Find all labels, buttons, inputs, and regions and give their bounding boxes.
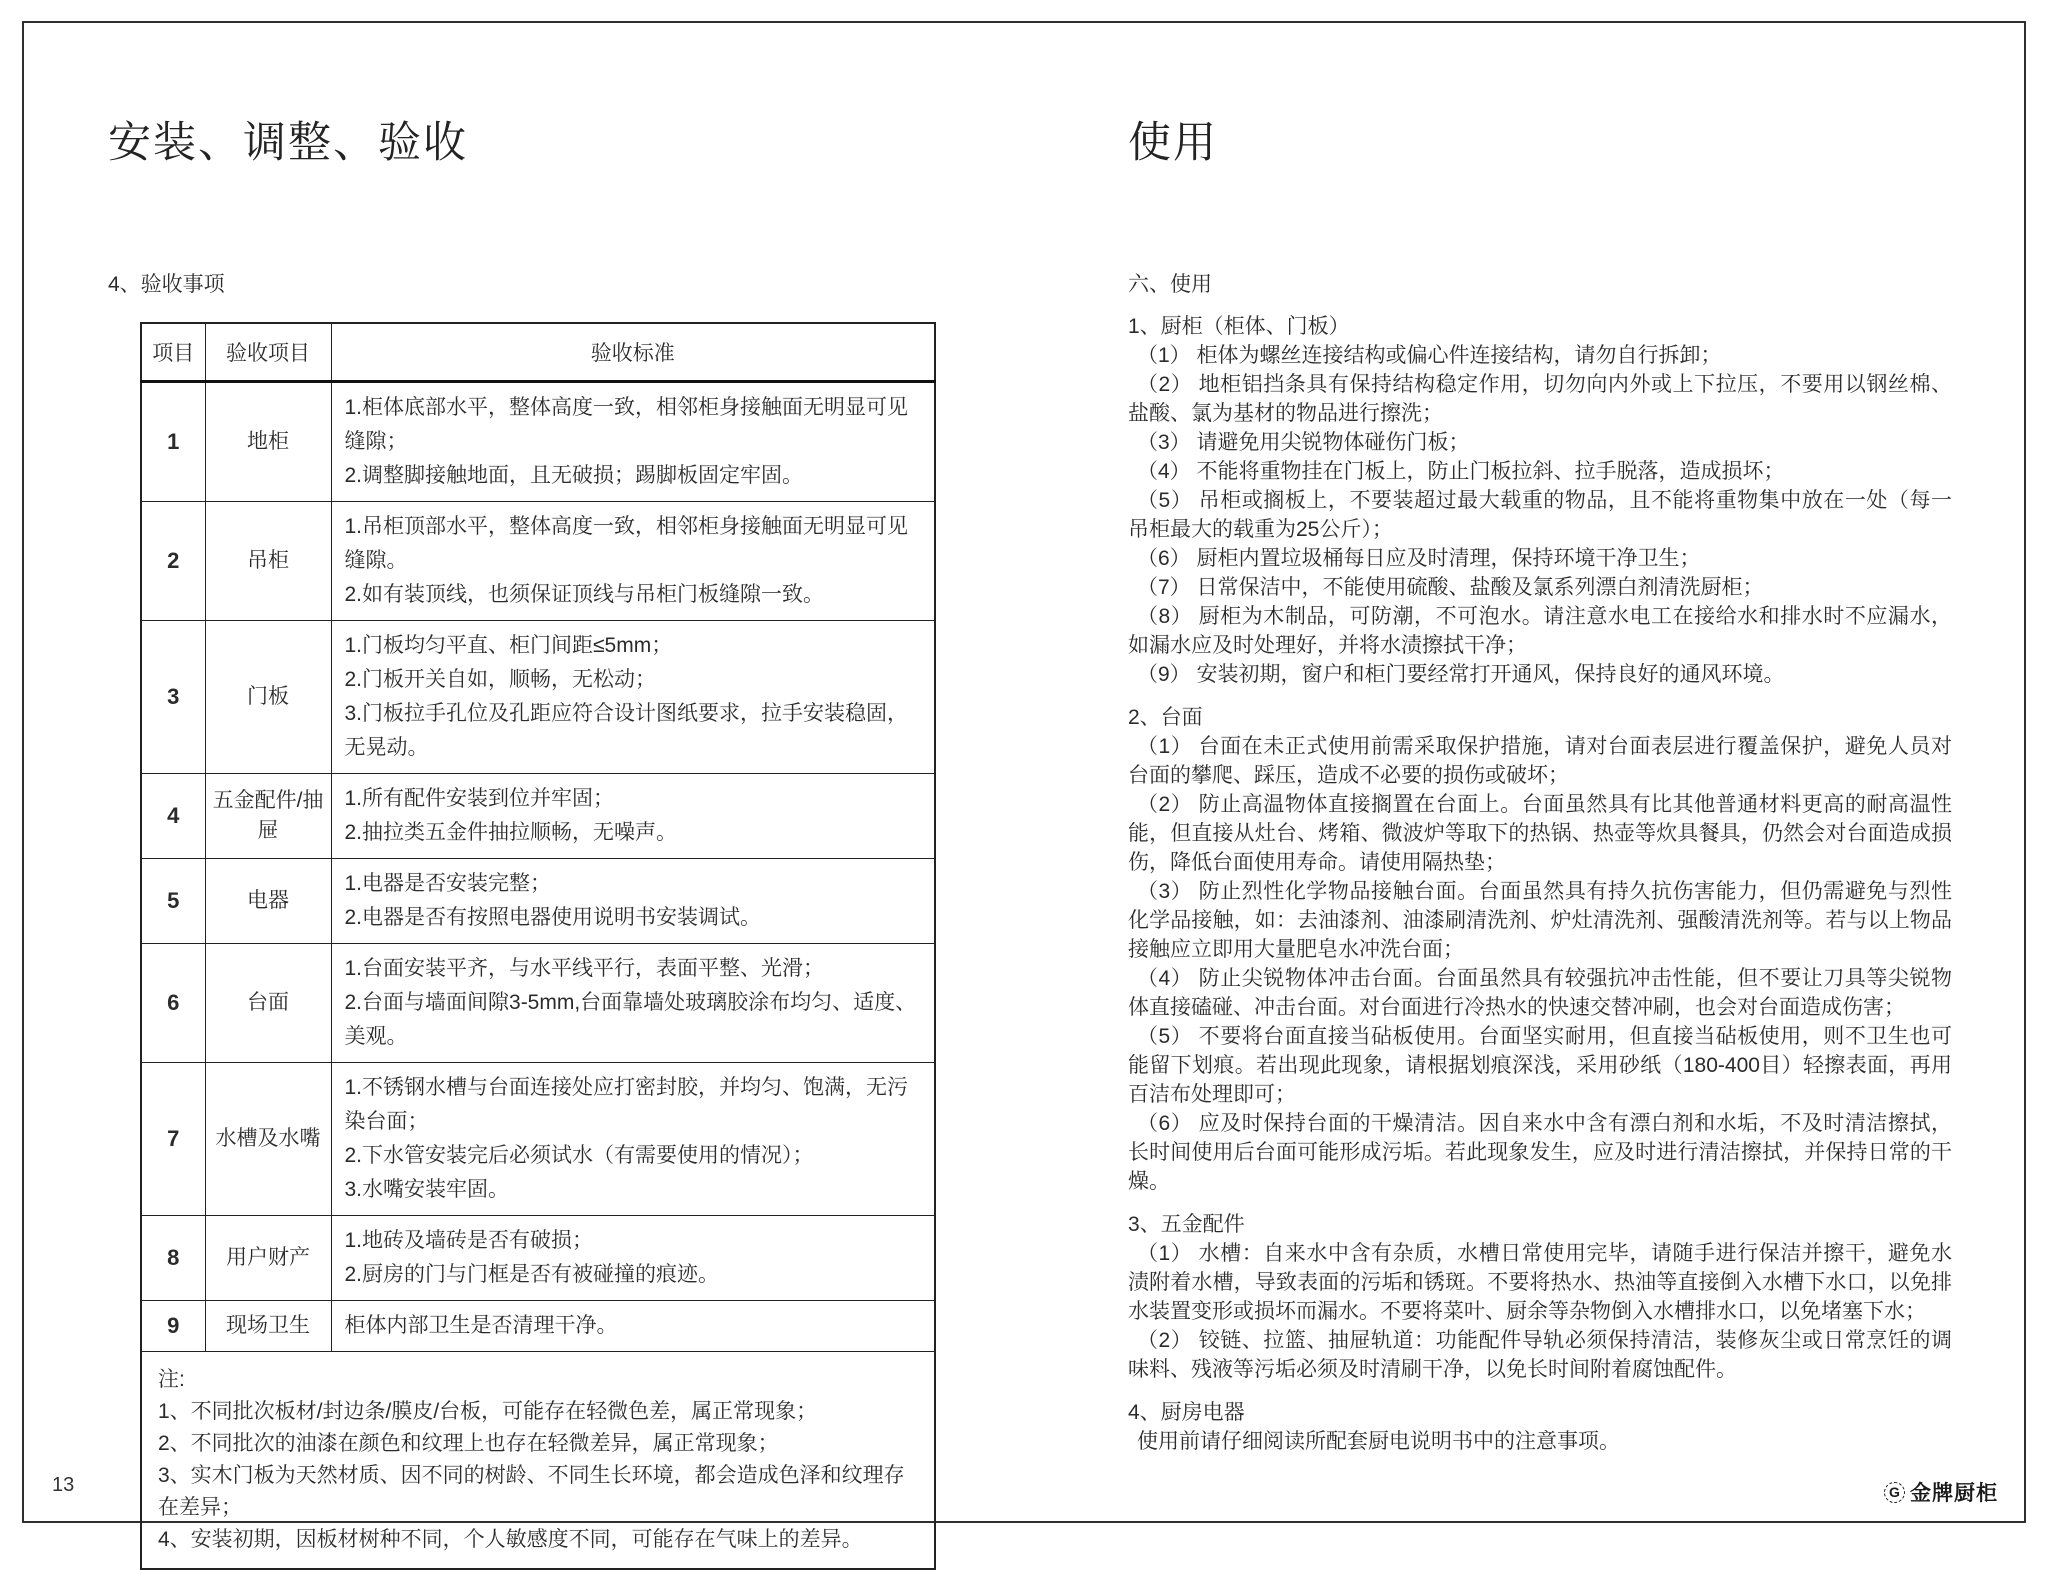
note-line: 1、不同批次板材/封边条/膜皮/台板，可能存在轻微色差，属正常现象； <box>158 1400 818 1423</box>
usage-paragraph: （4） 防止尖锐物体冲击台面。台面虽然具有较强抗冲击性能，但不要让刀具等尖锐物体直接磕碰、冲击台面。对台面进行冷热水的快速交替冲刷，也会对台面造成伤害； <box>1128 967 1952 1019</box>
usage-paragraph: （6） 应及时保持台面的干燥清洁。因自来水中含有漂白剂和水垢，不及时清洁擦拭，长时间使用后台面可能形成污垢。若此现象发生，应及时进行清洁擦拭，并保持日常的干燥。 <box>1128 1112 1952 1193</box>
row-number-cell: 8 <box>141 1216 205 1301</box>
usage-paragraph: （2） 铰链、拉篮、抽屉轨道：功能配件导轨必须保持清洁，装修灰尘或日常烹饪的调味料、残液等污垢必须及时清刷干净，以免长时间附着腐蚀配件。 <box>1128 1329 1952 1381</box>
table-row <box>141 1063 935 1216</box>
note-line: 3、实木门板为天然材质、因不同的树龄、不同生长环境，都会造成色泽和纹理存在差异； <box>158 1464 905 1519</box>
standard-line: 2.如有装顶线，也须保证顶线与吊柜门板缝隙一致。 <box>344 583 825 606</box>
row-number-cell: 2 <box>141 502 205 621</box>
standard-line: 2.门板开关自如，顺畅，无松动； <box>344 668 657 691</box>
item-name-cell: 门板 <box>205 621 331 774</box>
usage-paragraph: （7） 日常保洁中，不能使用硫酸、盐酸及氯系列漂白剂清洗厨柜； <box>1137 576 1764 599</box>
item-name-cell: 电器 <box>205 859 331 944</box>
brand-logo-icon: G <box>1884 1482 1905 1503</box>
header-item-name: 验收项目 <box>205 323 331 382</box>
usage-paragraph: （1） 水槽：自来水中含有杂质，水槽日常使用完毕，请随手进行保洁并擦干，避免水渍附着水槽，导致表面的污垢和锈斑。不要将热水、热油等直接倒入水槽下水口，以免排水装置变形或损坏而漏水。不要将菜叶、厨余等杂物倒入水槽排水口，以免堵塞下水； <box>1128 1242 1952 1323</box>
left-page-title: 安装、调整、验收 <box>108 119 468 167</box>
page-number: 13 <box>52 1474 75 1496</box>
note-line: 2、不同批次的油漆在颜色和纹理上也存在轻微差异，属正常现象； <box>158 1432 779 1455</box>
usage-paragraph: （5） 吊柜或搁板上，不要装超过最大载重的物品，且不能将重物集中放在一处（每一吊柜最大的载重为25公斤）； <box>1128 489 1952 541</box>
item-name-cell: 台面 <box>205 944 331 1063</box>
usage-paragraph: （1） 台面在未正式使用前需采取保护措施，请对台面表层进行覆盖保护，避免人员对台面的攀爬、踩压，造成不必要的损伤或破坏； <box>1128 735 1952 787</box>
standard-line: 2.抽拉类五金件抽拉顺畅，无噪声。 <box>344 821 678 844</box>
standards-cell <box>331 1216 935 1301</box>
right-page-title: 使用 <box>1128 119 1218 167</box>
row-number-cell: 3 <box>141 621 205 774</box>
table-header-row <box>141 323 935 382</box>
item-name-cell: 用户财产 <box>205 1216 331 1301</box>
note-row <box>141 1352 935 1570</box>
standards-cell <box>331 774 935 859</box>
usage-section-heading: 3、五金配件 <box>1128 1213 1245 1236</box>
table-row <box>141 621 935 774</box>
standard-line: 2.台面与墙面间隙3-5mm,台面靠墙处玻璃胶涂布均匀、适度、美观。 <box>344 991 917 1048</box>
standard-line: 1.地砖及墙砖是否有破损； <box>344 1229 594 1252</box>
standards-cell <box>331 382 935 502</box>
header-item-no: 项目 <box>141 323 205 382</box>
standard-line: 1.所有配件安装到位并牢固； <box>344 787 615 810</box>
table-row <box>141 944 935 1063</box>
standards-cell <box>331 1063 935 1216</box>
standards-cell <box>331 1301 935 1352</box>
table-row <box>141 502 935 621</box>
standard-line: 1.吊柜顶部水平，整体高度一致，相邻柜身接触面无明显可见缝隙。 <box>344 515 909 572</box>
standard-line: 柜体内部卫生是否清理干净。 <box>344 1314 618 1337</box>
usage-paragraph: （4） 不能将重物挂在门板上，防止门板拉斜、拉手脱落，造成损坏； <box>1137 460 1785 483</box>
usage-paragraph: （2） 地柜铝挡条具有保持结构稳定作用，切勿向内外或上下拉压，不要用以钢丝棉、盐酸、氯为基材的物品进行擦洗； <box>1128 373 1952 425</box>
right-section-heading: 六、使用 <box>1128 273 1212 296</box>
standards-cell <box>331 502 935 621</box>
usage-paragraph: 使用前请仔细阅读所配套厨电说明书中的注意事项。 <box>1137 1430 1620 1453</box>
standard-line: 1.电器是否安装完整； <box>344 872 552 895</box>
row-number-cell: 9 <box>141 1301 205 1352</box>
table-row <box>141 1301 935 1352</box>
standards-cell <box>331 859 935 944</box>
brand-logo <box>1884 1477 1998 1507</box>
usage-paragraph: （1） 柜体为螺丝连接结构或偏心件连接结构，请勿自行拆卸； <box>1137 344 1722 367</box>
standard-line: 2.电器是否有按照电器使用说明书安装调试。 <box>344 906 762 929</box>
standards-cell <box>331 621 935 774</box>
item-name-cell: 现场卫生 <box>205 1301 331 1352</box>
brand-logo-text: 金牌厨柜 <box>1910 1482 1998 1505</box>
usage-paragraph: （3） 防止烈性化学物品接触台面。台面虽然具有持久抗伤害能力，但仍需避免与烈性化学品接触，如：去油漆剂、油漆刷清洗剂、炉灶清洗剂、强酸清洗剂等。若与以上物品接触应立即用大量肥皂水冲洗台面； <box>1128 880 1952 961</box>
usage-section-heading: 2、台面 <box>1128 706 1203 729</box>
usage-paragraph: （3） 请避免用尖锐物体碰伤门板； <box>1137 431 1470 454</box>
row-number-cell: 7 <box>141 1063 205 1216</box>
usage-instructions <box>1128 312 1952 1456</box>
standard-line: 2.厨房的门与门框是否有被碰撞的痕迹。 <box>344 1263 720 1286</box>
standard-line: 1.门板均匀平直、柜门间距≤5mm； <box>344 634 673 657</box>
usage-section-heading: 1、厨柜（柜体、门板） <box>1128 315 1350 338</box>
item-name-cell: 水槽及水嘴 <box>205 1063 331 1216</box>
standard-line: 2.调整脚接触地面，且无破损；踢脚板固定牢固。 <box>344 464 804 487</box>
row-number-cell: 6 <box>141 944 205 1063</box>
note-cell <box>141 1352 935 1570</box>
left-section-heading: 4、验收事项 <box>108 273 225 296</box>
standard-line: 2.下水管安装完后必须试水（有需要使用的情况）； <box>344 1144 814 1167</box>
header-standard: 验收标准 <box>331 323 935 382</box>
note-line: 4、安装初期，因板材树种不同，个人敏感度不同，可能存在气味上的差异。 <box>158 1528 863 1551</box>
item-name-cell: 地柜 <box>205 382 331 502</box>
usage-section-heading: 4、厨房电器 <box>1128 1401 1245 1424</box>
usage-paragraph: （2） 防止高温物体直接搁置在台面上。台面虽然具有比其他普通材料更高的耐高温性能，但直接从灶台、烤箱、微波炉等取下的热锅、热壶等炊具餐具，仍然会对台面造成损伤，降低台面使用寿命。请使用隔热垫； <box>1128 793 1952 874</box>
standard-line: 1.不锈钢水槽与台面连接处应打密封胶，并均匀、饱满，无污染台面； <box>344 1076 909 1133</box>
acceptance-table <box>140 322 936 1570</box>
standard-line: 1.柜体底部水平，整体高度一致，相邻柜身接触面无明显可见缝隙； <box>344 396 909 453</box>
usage-paragraph: （6） 厨柜内置垃圾桶每日应及时清理，保持环境干净卫生； <box>1137 547 1701 570</box>
table-row <box>141 1216 935 1301</box>
row-number-cell: 5 <box>141 859 205 944</box>
table-row <box>141 859 935 944</box>
note-title: 注: <box>158 1368 185 1391</box>
item-name-cell: 吊柜 <box>205 502 331 621</box>
usage-paragraph: （8） 厨柜为木制品，可防潮，不可泡水。请注意水电工在接给水和排水时不应漏水，如漏水应及时处理好，并将水渍擦拭干净； <box>1128 605 1952 657</box>
usage-paragraph: （5） 不要将台面直接当砧板使用。台面坚实耐用，但直接当砧板使用，则不卫生也可能留下划痕。若出现此现象，请根据划痕深浅，采用砂纸（180-400目）轻擦表面，再用百洁布处理即可； <box>1128 1025 1952 1106</box>
row-number-cell: 4 <box>141 774 205 859</box>
standard-line: 3.水嘴安装牢固。 <box>344 1178 510 1201</box>
item-name-cell: 五金配件/抽屉 <box>205 774 331 859</box>
standards-cell <box>331 944 935 1063</box>
table-row <box>141 774 935 859</box>
usage-paragraph: （9） 安装初期，窗户和柜门要经常打开通风，保持良好的通风环境。 <box>1137 663 1785 686</box>
standard-line: 1.台面安装平齐，与水平线平行，表面平整、光滑； <box>344 957 825 980</box>
standard-line: 3.门板拉手孔位及孔距应符合设计图纸要求，拉手安装稳固，无晃动。 <box>344 702 909 759</box>
table-row <box>141 382 935 502</box>
row-number-cell: 1 <box>141 382 205 502</box>
